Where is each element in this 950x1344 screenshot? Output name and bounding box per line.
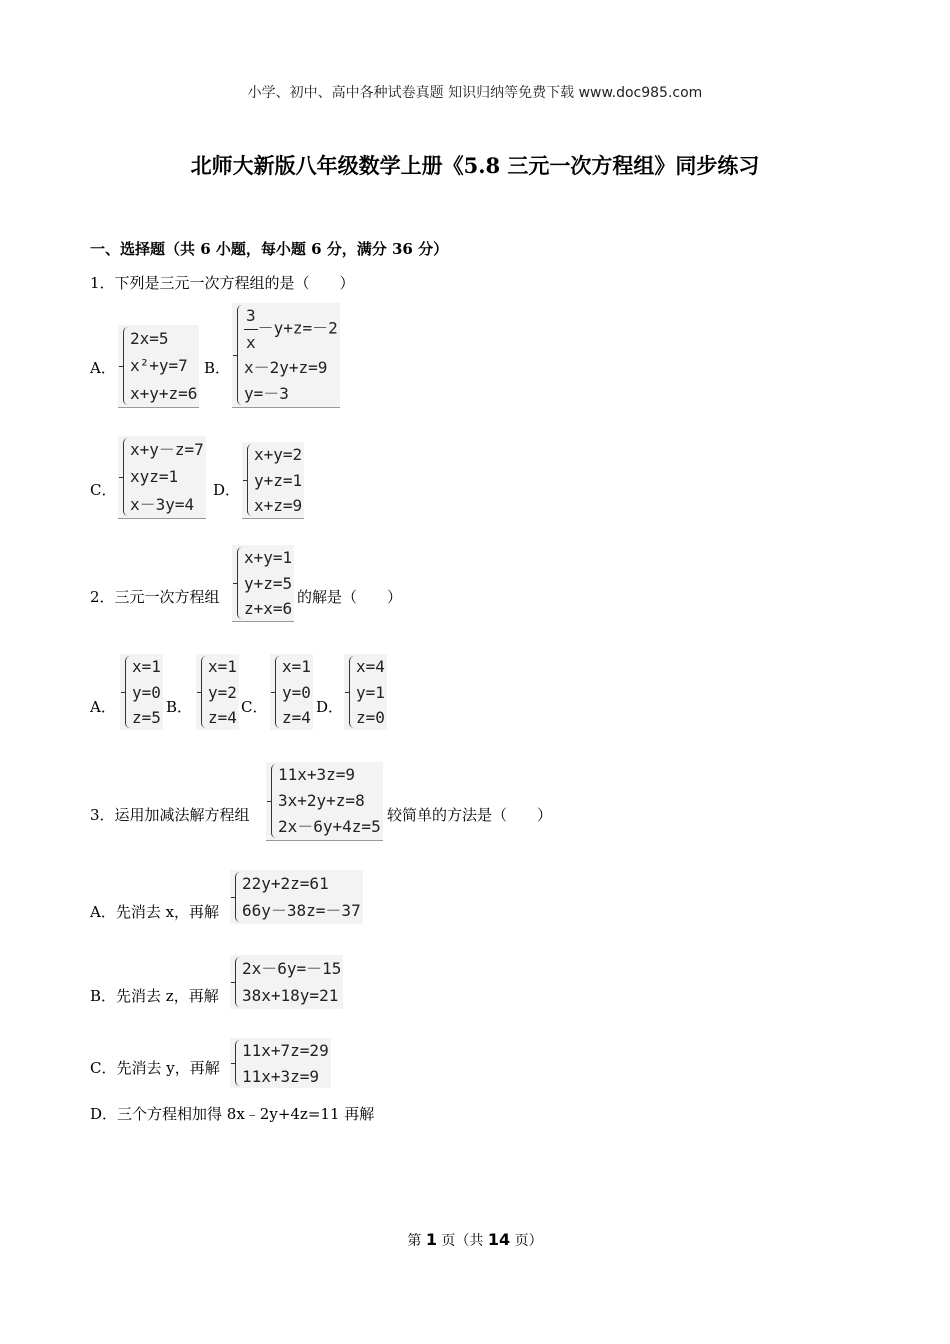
equation: x+y=1 [244,548,293,567]
brace-icon [266,762,276,840]
document-title: 北师大新版八年级数学上册《5.8 三元一次方程组》同步练习 [190,153,760,178]
equation: 2x－6y=－15 [242,958,342,978]
q1-option-c-label: C． [90,481,117,499]
equation: y=0 [132,682,161,702]
footer-text: 第 [407,1233,426,1249]
footer-text: 页（共 [436,1233,488,1249]
q2-option-d-system [344,654,387,730]
q1-option-b-label: B． [204,359,231,377]
q3-option-c-text: C．先消去 y，再解 [90,1059,220,1077]
brace-icon [118,325,128,407]
q1-option-c-system [118,436,206,519]
equation: x=1 [282,657,311,676]
q1-option-a-label: A． [90,359,116,377]
equation: y+z=5 [244,573,293,593]
equation: 38x+18y=21 [242,985,339,1005]
equation: x+y+z=6 [130,383,198,403]
equation: x－3y=4 [130,494,195,514]
q3-stem-system [266,762,383,841]
question-2-stem-prefix: 2．三元一次方程组 [90,588,220,606]
q2-option-b-label: B． [166,698,193,716]
q1-option-a-system [118,325,199,408]
equation: x²+y=7 [130,356,188,376]
equation: x=1 [132,657,161,676]
equation: x+y=2 [254,445,303,464]
q3-option-a-system [230,870,363,924]
page-header: 小学、初中、高中各种试卷真题 知识归纳等免费下载 www.doc985.com [247,85,703,101]
equation: z=4 [208,708,237,728]
section-heading: 一、选择题（共 6 小题，每小题 6 分，满分 36 分） [90,240,449,258]
equation: x－2y+z=9 [244,358,328,378]
brace-icon [242,442,252,518]
equation: x+y－z=7 [130,439,204,459]
equation: 3x+2y+z=8 [278,791,365,811]
equation: x=4 [356,657,385,676]
q3-option-c-system [230,1038,331,1088]
q3-option-b-text: B．先消去 z，再解 [90,987,219,1005]
current-page-number: 1 [425,1230,437,1249]
q1-option-d-label: D． [213,481,241,499]
q2-option-d-label: D． [316,698,344,716]
question-3-stem-suffix: 较简单的方法是（ ） [387,806,553,824]
brace-icon [232,303,242,407]
q3-option-b-system [230,955,343,1009]
equation: 2x－6y+4z=5 [278,817,381,837]
q3-option-d-text: D．三个方程相加得 8x﹣2y+4z=11 再解 [90,1105,375,1123]
equation: 2x=5 [130,328,169,348]
question-3-stem-prefix: 3．运用加减法解方程组 [90,806,250,824]
equation: 11x+3z=9 [278,765,356,785]
brace-icon [232,545,242,621]
footer-text: 页） [510,1233,543,1249]
q2-option-a-label: A． [90,698,116,716]
total-pages-number: 14 [487,1230,511,1249]
brace-icon [118,436,128,518]
equation: y=0 [282,682,311,702]
equation: z=0 [356,708,385,728]
equation: z=5 [132,708,161,728]
q2-stem-system [232,545,294,622]
question-2-stem-suffix: 的解是（ ） [297,588,403,606]
brace-icon [120,654,130,730]
equation: xyz=1 [130,467,179,487]
q2-option-b-system [196,654,239,730]
equation: z+x=6 [244,599,293,619]
equation: y+z=1 [254,470,303,490]
equation: y=2 [208,682,237,702]
equation: x=1 [208,657,237,676]
equation: x+z=9 [254,496,303,516]
q2-option-c-label: C． [241,698,268,716]
brace-icon [270,654,280,730]
equation: z=4 [282,708,311,728]
q2-option-c-system [270,654,313,730]
q2-option-a-system [120,654,163,730]
page-footer [0,1230,950,1250]
equation: y=－3 [244,384,289,404]
brace-icon [230,1038,240,1088]
equation: 66y－38z=－37 [242,900,361,920]
equation: 11x+7z=29 [242,1041,329,1060]
q1-option-b-system [232,303,340,408]
question-1-stem: 1．下列是三元一次方程组的是（ ） [90,274,355,292]
brace-icon [230,955,240,1009]
equation: 11x+3z=9 [242,1066,320,1086]
q3-option-a-text: A．先消去 x，再解 [90,903,220,921]
equation: y=1 [356,682,385,702]
equation: 22y+2z=61 [242,873,329,893]
brace-icon [196,654,206,730]
brace-icon [344,654,354,730]
q1-option-d-system [242,442,304,519]
equation: $\frac{3}{x}$ －y+z=－2 [244,303,338,355]
brace-icon [230,870,240,924]
